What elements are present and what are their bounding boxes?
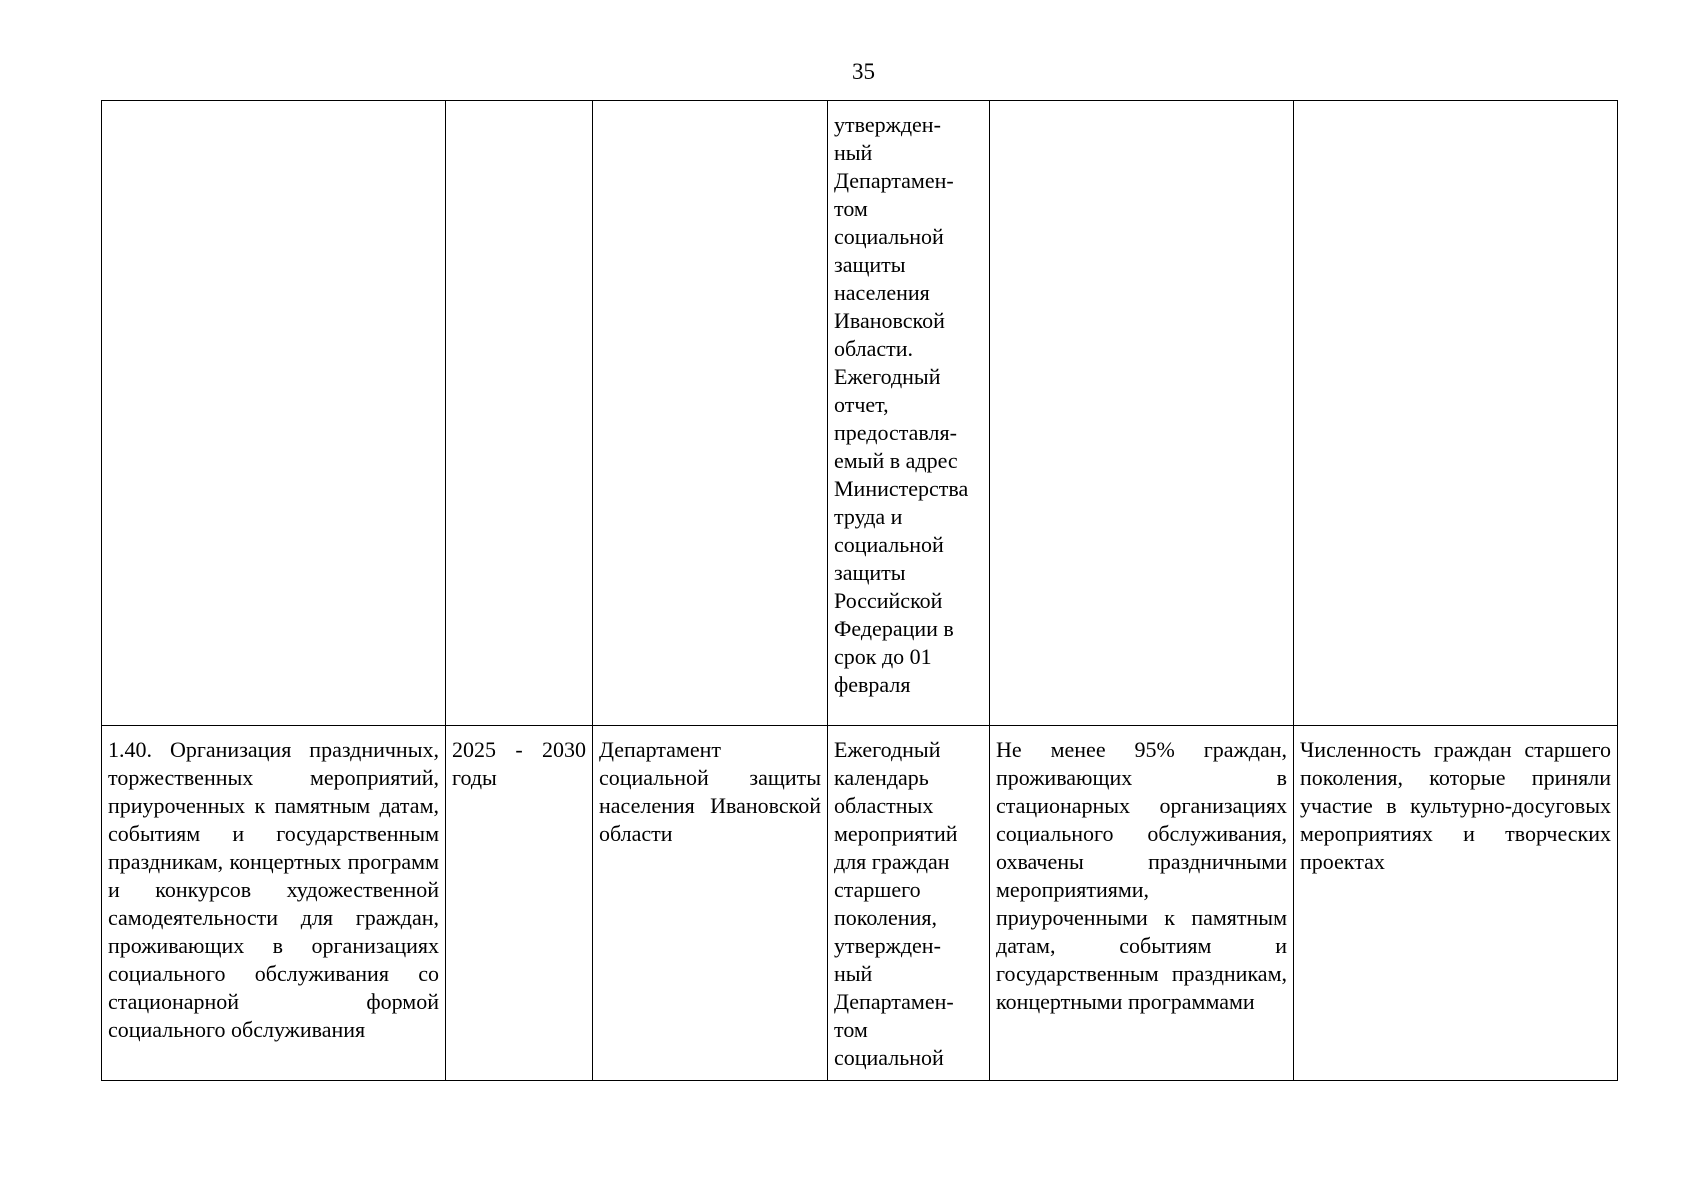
table-row-continuation	[102, 101, 1618, 726]
cell-indicator	[1294, 101, 1618, 726]
cell-indicator: Численность граждан старшего поколения, которые приняли участие в культурно-досуговых мероприятиях и творческих проектах	[1294, 726, 1618, 1081]
cell-executor: Департамент социальной защиты населения Ивановской области	[593, 726, 828, 1081]
cell-document: утвержден- ный Департамен- том социальной защиты населения Ивановской области. Ежегодный отчет, предоставля- емый в адрес Министерства труда и социальной защиты Российской Федерации в срок до 01 февраля	[828, 101, 990, 726]
cell-executor	[593, 101, 828, 726]
page-number: 35	[852, 59, 875, 84]
cell-expected-result	[990, 101, 1294, 726]
measures-table	[101, 100, 1618, 1081]
cell-measure-name: 1.40. Организация праздничных, торжественных мероприятий, приуроченных к памятным датам, событиям и государственным праздникам, концертных программ и конкурсов художественной самодеятельности для граждан, проживающих в организациях социального обслуживания со стационарной формой социального обслуживания	[102, 726, 446, 1081]
cell-period	[446, 101, 593, 726]
cell-expected-result: Не менее 95% граждан, проживающих в стационарных организациях социального обслуживания, охвачены праздничными мероприятиями, приуроченными к памятным датам, событиям и государственным праздникам, концертными программами	[990, 726, 1294, 1081]
cell-document: Ежегодный календарь областных мероприятий для граждан старшего поколения, утвержден- ный Департамен- том социальной	[828, 726, 990, 1081]
table-row-1-40	[102, 726, 1618, 1081]
cell-period: 2025 - 2030 годы	[446, 726, 593, 1081]
cell-measure-name	[102, 101, 446, 726]
